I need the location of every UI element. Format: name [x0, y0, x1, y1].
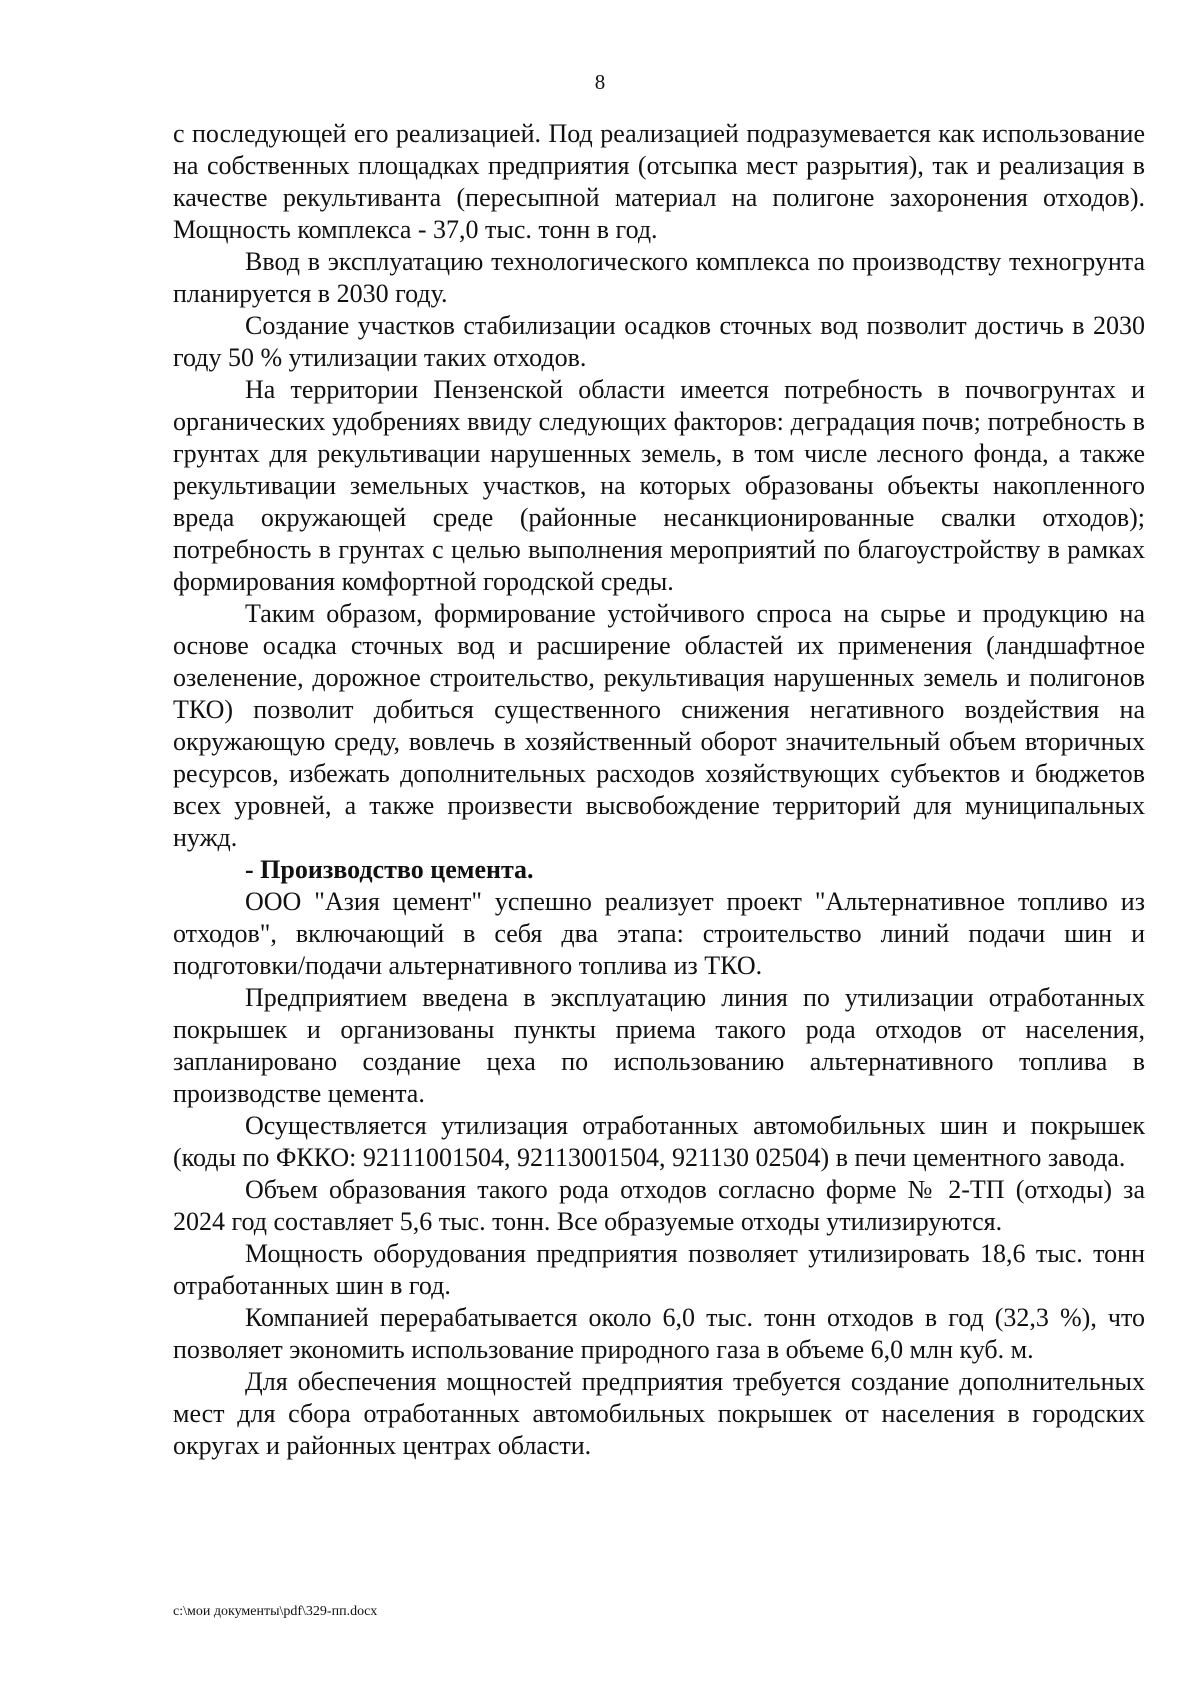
- paragraph-processing-volume: Компанией перерабатывается около 6,0 тыс. тонн отходов в год (32,3 %), что позволяет экономить использование природного газа в объеме 6,0 млн куб. м.: [173, 1303, 1145, 1364]
- paragraph-soil-demand: На территории Пензенской области имеется потребность в почвогрунтах и органических удобрениях ввиду следующих факторов: деградация почв; потребность в грунтах для рекультивации нарушенных земель, в том числе лесного фонда, а также рекультивации земельных участков, на которых образованы объекты накопленного вреда окружающей среде (районные несанкционированные свалки отходов); потребность в грунтах с целью выполнения мероприятий по благоустройству в рамках формирования комфортной городской среды.: [173, 375, 1145, 596]
- paragraph-equipment-capacity: Мощность оборудования предприятия позволяет утилизировать 18,6 тыс. тонн отработанных шин в год.: [173, 1239, 1145, 1300]
- paragraph-sludge-stabilization: Создание участков стабилизации осадков сточных вод позволит достичь в 2030 году 50 % утилизации таких отходов.: [173, 311, 1145, 372]
- paragraph-tire-line: Предприятием введена в эксплуатацию линия по утилизации отработанных покрышек и организованы пункты приема такого рода отходов от населения, запланировано создание цеха по использованию альтернативного топлива в производстве цемента.: [173, 983, 1145, 1108]
- paragraph-asia-cement: ООО "Азия цемент" успешно реализует проект "Альтернативное топливо из отходов", включающий в себя два этапа: строительство линий подачи шин и подготовки/подачи альтернативного топлива из ТКО.: [173, 887, 1145, 980]
- document-body: [173, 118, 1145, 1462]
- paragraph-continuation: с последующей его реализацией. Под реализацией подразумевается как использование на собственных площадках предприятия (отсыпка мест разрытия), так и реализация в качестве рекультиванта (пересыпной материал на полигоне захоронения отходов). Мощность комплекса - 37,0 тыс. тонн в год.: [173, 119, 1145, 244]
- paragraph-waste-volume: Объем образования такого рода отходов согласно форме № 2-ТП (отходы) за 2024 год составляет 5,6 тыс. тонн. Все образуемые отходы утилизируются.: [173, 1175, 1145, 1236]
- paragraph-tire-utilization: Осуществляется утилизация отработанных автомобильных шин и покрышек (коды по ФККО: 92111001504, 92113001504, 921130 02504) в печи цементного завода.: [173, 1111, 1145, 1172]
- paragraph-collection-points: Для обеспечения мощностей предприятия требуется создание дополнительных мест для сбора отработанных автомобильных покрышек от населения в городских округах и районных центрах области.: [173, 1367, 1145, 1460]
- paragraph-demand-formation: Таким образом, формирование устойчивого спроса на сырье и продукцию на основе осадка сточных вод и расширение областей их применения (ландшафтное озеленение, дорожное строительство, рекультивация нарушенных земель и полигонов ТКО) позволит добиться существенного снижения негативного воздействия на окружающую среду, вовлечь в хозяйственный оборот значительный объем вторичных ресурсов, избежать дополнительных расходов хозяйствующих субъектов и бюджетов всех уровней, а также произвести высвобождение территорий для муниципальных нужд.: [173, 599, 1145, 852]
- paragraph-technosoil-launch: Ввод в эксплуатацию технологического комплекса по производству техногрунта планируется в 2030 году.: [173, 247, 1145, 308]
- footer-file-path: c:\мои документы\pdf\329-пп.docx: [173, 1604, 378, 1619]
- page-number: 8: [594, 70, 606, 94]
- section-heading-cement: - Производство цемента.: [245, 855, 534, 884]
